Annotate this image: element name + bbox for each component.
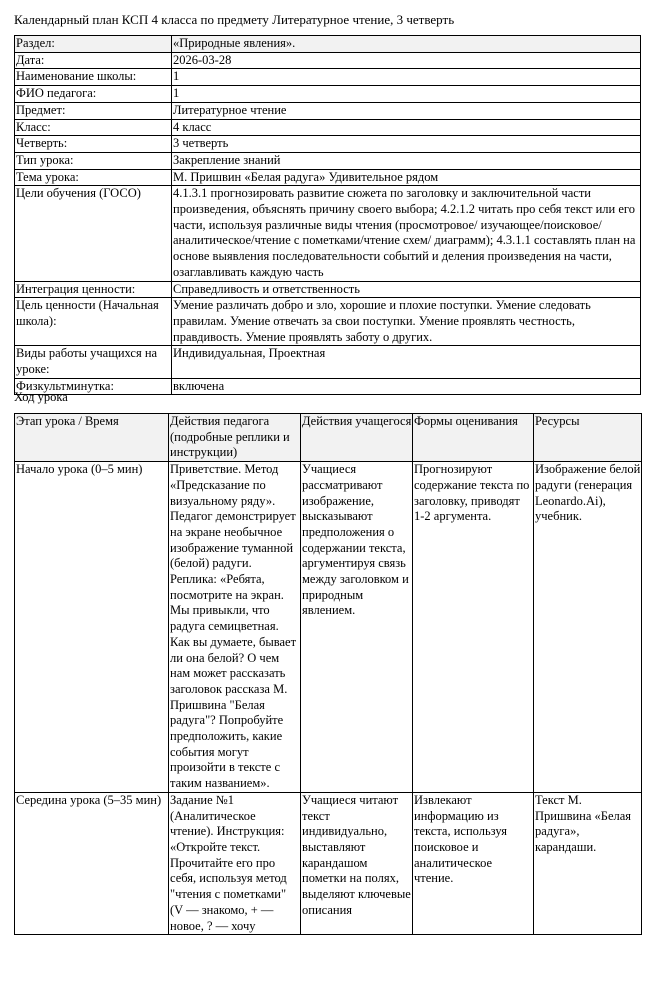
stage-cell: Начало урока (0–5 мин) [15,462,169,793]
lesson-flow-heading: Ход урока [14,390,68,404]
teacher-cell: Приветствие. Метод «Предсказание по визуальному ряду». Педагог демонстрирует на экране необычное изображение туманной (белой) радуги. Реплика: «Ребята, посмотрите на экран. Мы привыкли, что радуга семицветная. Как вы думаете, бывает ли она белой? О чем нам может рассказать заголовок рассказа М. Пришвина "Белая радуга"? Попробуйте предположить, какие события могут произойти в тексте с таким названием». [169,462,301,793]
header-assessment: Формы оценивания [413,414,534,462]
info-row-work-types [15,346,641,378]
flow-row-middle [15,792,642,934]
info-label: Виды работы учащихся на уроке: [15,346,172,378]
info-value: 1 [172,69,641,86]
assessment-cell: Извлекают информацию из текста, используя поисковое и аналитическое чтение. [413,792,534,934]
info-label: ФИО педагога: [15,86,172,103]
lesson-info-table [14,35,641,395]
info-label: Раздел: [15,36,172,53]
info-row-topic [15,169,641,186]
info-row-quarter [15,136,641,153]
info-value: «Природные явления». [172,36,641,53]
info-row-subject [15,102,641,119]
info-label: Наименование школы: [15,69,172,86]
info-row-value-integration [15,281,641,298]
info-row-physical-break [15,378,641,395]
lesson-flow-table [14,413,642,935]
info-value: Справедливость и ответственность [172,281,641,298]
info-label: Дата: [15,52,172,69]
flow-row-start [15,462,642,793]
student-cell: Учащиеся рассматривают изображение, высказывают предположения о содержании текста, аргументируя связь между заголовком и природным явлением. [301,462,413,793]
info-value: 4.1.3.1 прогнозировать развитие сюжета по заголовку и заключительной части произведения, объяснять причину своего выбора; 4.2.1.2 читать про себя текст или его части, используя различные виды чтения (просмотровое/ изучающее/поисковое/ аналитическое/чтение с пометками/чтение схем/ диаграмм); 4.3.1.1 составлять план на основе выявления последовательности событий и деления произведения на части, озаглавливать каждую часть [172,186,641,281]
document-title: Календарный план КСП 4 класса по предмету Литературное чтение, 3 четверть [14,12,455,27]
info-label: Класс: [15,119,172,136]
info-row-lesson-type [15,152,641,169]
info-label: Интеграция ценности: [15,281,172,298]
assessment-cell: Прогнозируют содержание текста по заголовку, приводят 1-2 аргумента. [413,462,534,793]
info-value: М. Пришвин «Белая радуга» Удивительное рядом [172,169,641,186]
info-label: Тип урока: [15,152,172,169]
info-value: 4 класс [172,119,641,136]
info-value: включена [172,378,641,395]
info-label: Цели обучения (ГОСО) [15,186,172,281]
resources-cell: Изображение белой радуги (генерация Leonardo.Ai), учебник. [534,462,642,793]
info-row-objectives [15,186,641,281]
info-value: Умение различать добро и зло, хорошие и плохие поступки. Умение следовать правилам. Умение отвечать за свои поступки. Умение проявлять честность, правдивость. Умение проявлять заботу о других. [172,298,641,346]
resources-cell: Текст М. Пришвина «Белая радуга», карандаши. [534,792,642,934]
student-cell: Учащиеся читают текст индивидуально, выставляют карандашом пометки на полях, выделяют ключевые описания [301,792,413,934]
info-value: 2026-03-28 [172,52,641,69]
info-row-section [15,36,641,53]
info-value: 3 четверть [172,136,641,153]
info-row-value-goal [15,298,641,346]
info-row-grade [15,119,641,136]
info-label: Тема урока: [15,169,172,186]
header-student-actions: Действия учащегося [301,414,413,462]
info-row-date [15,52,641,69]
info-value: Закрепление знаний [172,152,641,169]
info-row-teacher [15,86,641,103]
info-value: Литературное чтение [172,102,641,119]
info-label: Предмет: [15,102,172,119]
header-resources: Ресурсы [534,414,642,462]
info-label: Четверть: [15,136,172,153]
info-value: 1 [172,86,641,103]
info-label: Физкультминутка: [15,378,172,395]
stage-cell: Середина урока (5–35 мин) [15,792,169,934]
info-value: Индивидуальная, Проектная [172,346,641,378]
header-stage: Этап урока / Время [15,414,169,462]
flow-header-row [15,414,642,462]
info-row-school [15,69,641,86]
teacher-cell: Задание №1 (Аналитическое чтение). Инструкция: «Откройте текст. Прочитайте его про себя, используя метод "чтения с пометками" (V — знакомо, + — новое, ? — хочу [169,792,301,934]
info-label: Цель ценности (Начальная школа): [15,298,172,346]
header-teacher-actions: Действия педагога (подробные реплики и инструкции) [169,414,301,462]
